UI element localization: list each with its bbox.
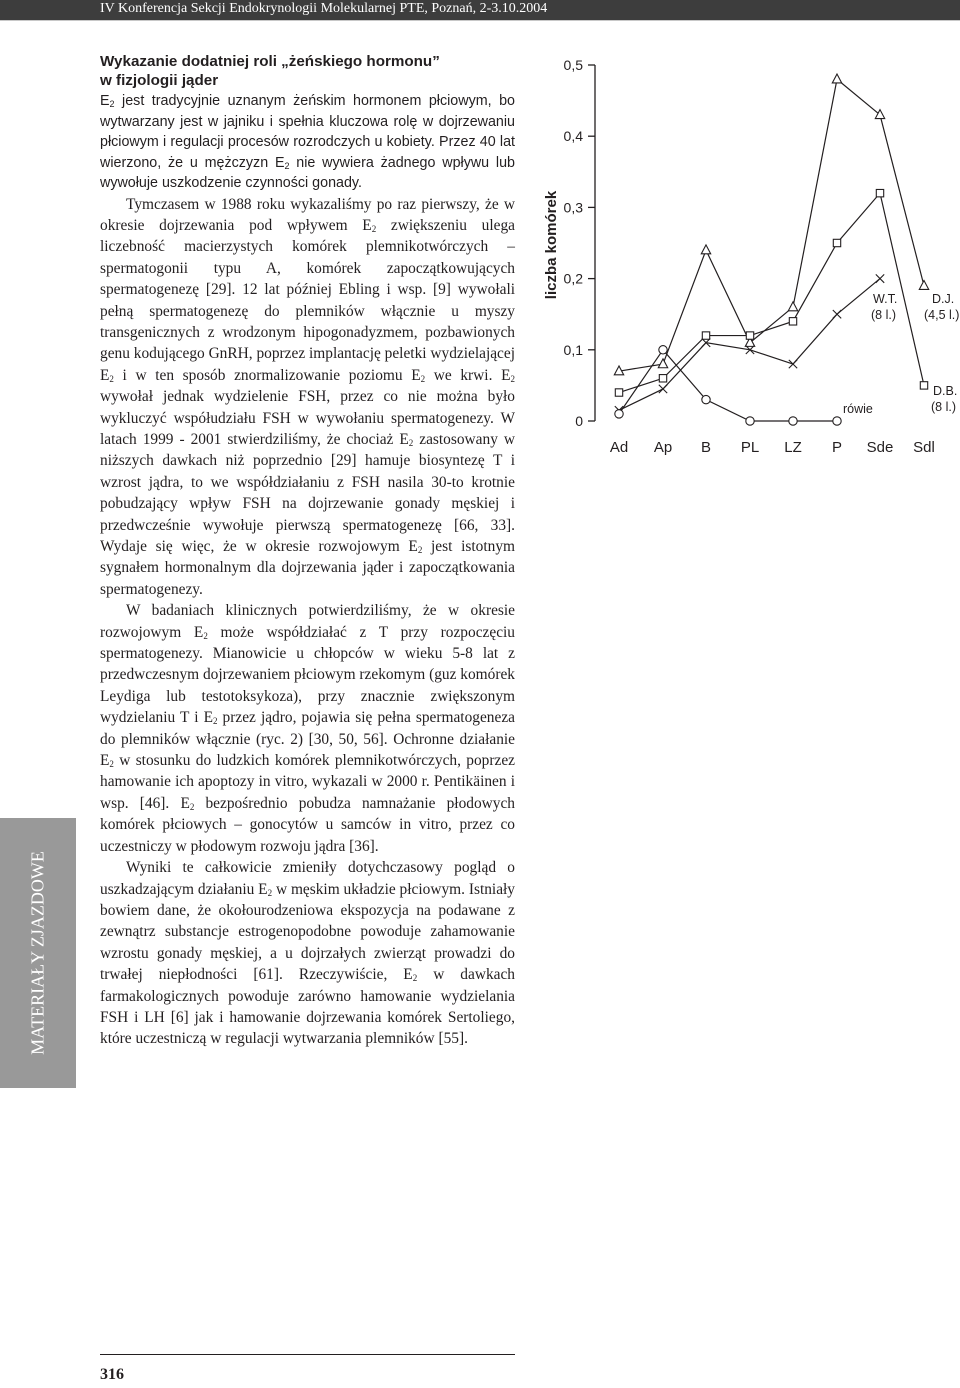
db-label-line2: (8 l.) — [931, 400, 956, 414]
y-tick-label: 0,5 — [563, 57, 583, 73]
page-number-rule — [100, 1354, 515, 1355]
page-number: 316 — [100, 1366, 124, 1383]
db-label-line1: D.B. — [933, 384, 958, 398]
square-marker — [833, 239, 840, 246]
x-tick-label: Sdl — [913, 439, 935, 456]
circle-marker — [746, 417, 754, 425]
triangle-marker — [875, 110, 884, 119]
y-tick-label: 0 — [575, 413, 583, 429]
section-title-line1: Wykazanie dodatniej roli „żeńskiego hormonu” — [100, 53, 440, 70]
x-tick-label: Sde — [866, 439, 894, 456]
triangle-marker — [832, 74, 841, 83]
y-axis-label: liczba komórek — [543, 190, 560, 300]
running-header: IV Konferencja Sekcji Endokrynologii Molekularnej PTE, Poznań, 2-3.10.2004 — [100, 1, 548, 16]
square-marker — [876, 189, 883, 196]
x-tick-label: LZ — [784, 439, 802, 456]
wt-label-line2: (8 l.) — [871, 308, 896, 322]
triangle-marker — [701, 245, 710, 254]
figure-chart — [540, 44, 960, 474]
y-tick-label: 0,1 — [563, 341, 583, 358]
square-marker — [746, 332, 753, 339]
square-marker — [659, 375, 666, 382]
y-tick-label: 0,4 — [563, 128, 583, 145]
cross-marker — [659, 385, 667, 393]
x-tick-label: Ad — [609, 439, 629, 456]
x-tick-label: PL — [740, 439, 760, 456]
triangle-marker — [919, 281, 928, 290]
cross-marker — [789, 360, 797, 368]
paragraph-4: Wyniki te całkowicie zmieniły dotychczasowy pogląd o uszkadzającym działaniu $E_2$ w męskim układzie płciowym. Istniały bowiem dane, że okołourodzeniowa ekspozycja na podawane z zewnątrz substancje estrogenopodobne powoduje zahamowanie wzrostu gonady męskiej, a u dojrzałych zwierząt prowadzi do trwałej niepłodności [61]. Rzeczywiście, $E_2$ w dawkach farmakologicznych powoduje zarówno hamowanie wydzielania FSH i LH [6] jak i hamowanie dojrzewania komórek Sertoliego, które uczestniczą w regulacji wytwarzania plemników [55]. — [100, 859, 515, 1048]
dj-label-line1: D.J. — [932, 292, 955, 306]
x-tick-label: P — [831, 439, 843, 456]
dj-label-line2: (4,5 l.) — [924, 308, 960, 322]
paragraph-lead: $E_2$ jest tradycyjnie uznanym żeńskim hormonem płciowym, bo wytwarzany jest w jajniku i spełnia kluczowa rolę w dojrzewaniu płciowym i regulacji procesów rozrodczych u kobiety. Przez 40 lat wierzono, że u mężczyzn $E_2$ nie wywiera żadnego wpływu lub wywołuje uszkodzenie czynności gonady. — [100, 93, 515, 191]
section-title — [100, 52, 515, 90]
header-band — [0, 0, 960, 21]
triangle-marker — [788, 302, 797, 311]
circle-marker — [615, 410, 623, 418]
x-tick-label: Ap — [653, 439, 673, 456]
square-marker — [789, 318, 796, 325]
paragraph-2: Tymczasem w 1988 roku wykazaliśmy po raz pierwszy, że w okresie dojrzewania pod wpływem $E_2$ zwiększeniu ulega liczebność macierzystych komórek plemnikotwórczych – spermatogonii typu A, komórek zapoczątkowujących spermatogenezę [29]. 12 lat później Ebling i wsp. [9] wywołali pełną spermatogenezę do plemników włącznie u myszy transgenicznych z wrodzonym hipogonadyzmem, pozbawionych genu kodującego GnRH, poprzez implantację peletki wydzielającej $E_2$ i w ten sposób znormalizowanie poziomu $E_2$ we krwi. $E_2$ wywołał jednak wydzielenie FSH, przez co nie można było wykluczyć współudziału FSH w wywołaniu spermatogenezy. W latach 1999 - 2001 stwierdziliśmy, że chociaż $E_2$ zastosowany w niższych dawkach niż poprzednio [29] hamuje biosyntezę T i wzrost jądra, to we współdziałaniu z FSH nasila 30-to krotnie pobudzający wpływ FSH na dojrzewanie gonady męskiej i przedwcześnie wywołuje pierwszą spermatogenezę [66, 33]. Wydaje się więc, że w okresie rozwojowym $E_2$ jest istotnym sygnałem hormonalnym dla dojrzewania jąder i zapoczątkowania spermatogenezy. — [100, 195, 516, 598]
cross-marker — [833, 310, 841, 318]
circle-marker — [833, 417, 841, 425]
circle-marker — [789, 417, 797, 425]
x-tick-label: B — [700, 439, 712, 456]
side-label: MATERIAŁY ZJAZDOWE — [27, 851, 48, 1055]
square-marker — [702, 332, 709, 339]
paragraph-3: W badaniach klinicznych potwierdziliśmy, że w okresie rozwojowym $E_2$ może współdziałać z T przy rozpoczęciu spermatogenezy. Mianowicie u chłopców w wieku 5-8 lat z przedwczesnym dojrzewaniem płciowym rzekomym (guz komórek Leydiga lub testotoksykoza), przy znacznie zwiększonym wydzielaniu T i $E_2$ przez jądro, pojawia się pełna spermatogeneza do plemników włącznie (ryc. 2) [30, 50, 56]. Ochronne działanie $E_2$ w stosunku do ludzkich komórek plemnikotwórczych, poprzez hamowanie ich apoptozy in vitro, wykazali w 2000 r. Pentikäinen i wsp. [46]. $E_2$ bezpośrednio pobudza namnażanie płodowych komórek płciowych – gonocytów u samców in vitro, przez co uczestniczy w płodowym rozwoju jądra [36]. — [100, 602, 515, 855]
wt-label-line1: W.T. — [873, 292, 898, 306]
cross-marker — [876, 274, 884, 282]
circle-marker — [659, 346, 667, 354]
triangle-marker — [658, 359, 667, 368]
series-line — [619, 79, 924, 371]
y-tick-label: 0,3 — [563, 199, 583, 216]
square-marker — [615, 389, 622, 396]
rowie-label: rówie — [843, 402, 873, 416]
circle-marker — [702, 395, 710, 403]
y-tick-label: 0,2 — [563, 270, 583, 287]
article-text — [100, 52, 515, 1050]
series-line — [619, 350, 837, 421]
section-title-line2: w fizjologii jąder — [100, 72, 219, 89]
square-marker — [920, 382, 927, 389]
